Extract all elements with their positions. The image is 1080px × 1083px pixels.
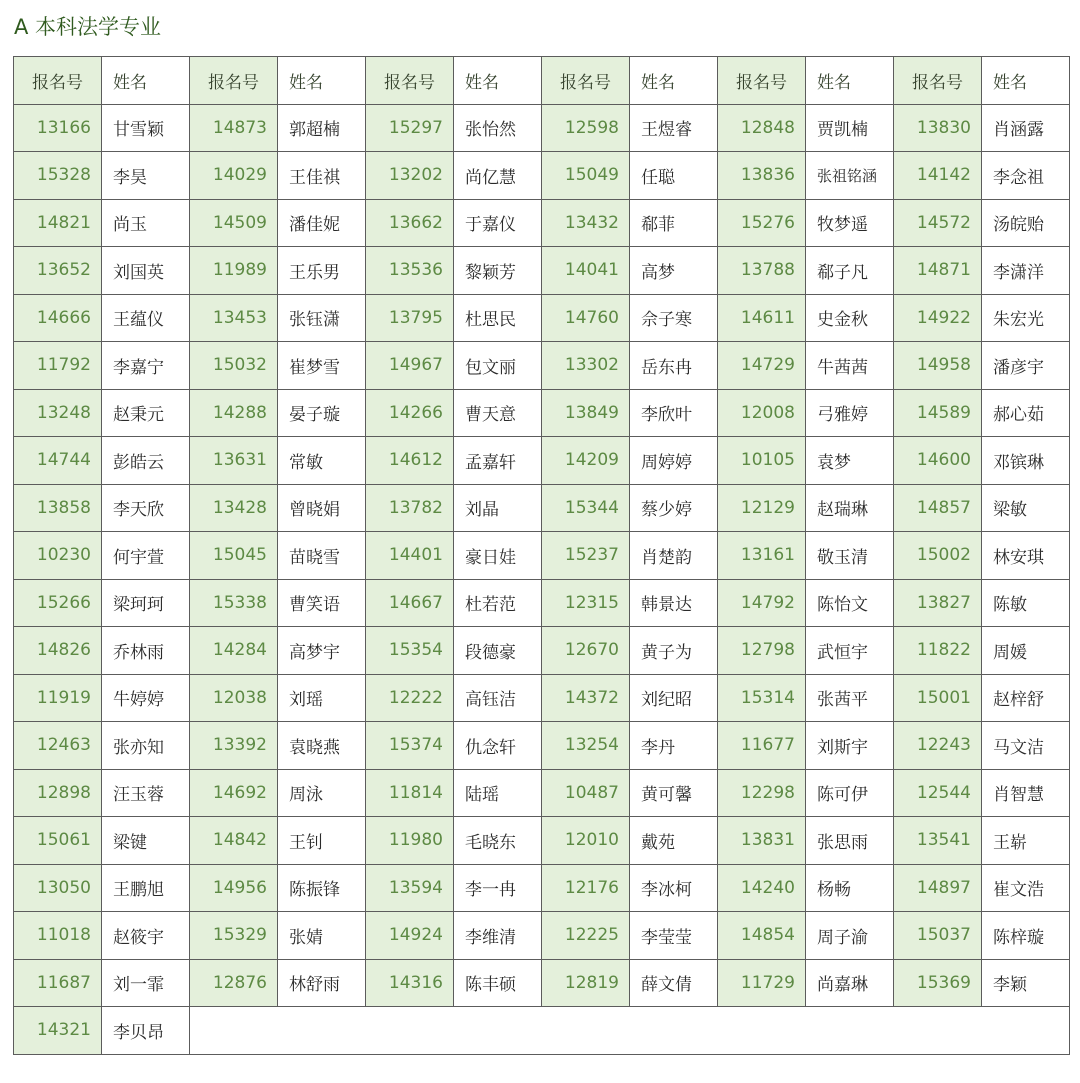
- student-name-cell: 任聪: [630, 152, 718, 200]
- page-title: A 本科法学专业: [14, 15, 162, 39]
- registration-number-cell: 14873: [190, 104, 278, 152]
- registration-number-cell: 12848: [718, 104, 806, 152]
- student-name-cell: 王崭: [982, 817, 1070, 865]
- registration-number-cell: 15002: [894, 532, 982, 580]
- student-name-cell: 甘雪颖: [102, 104, 190, 152]
- student-name-cell: 赵梓舒: [982, 674, 1070, 722]
- registration-number-cell: 15344: [542, 484, 630, 532]
- registration-number-cell: 10230: [14, 532, 102, 580]
- registration-number-cell: 13830: [894, 104, 982, 152]
- registration-number-cell: 14600: [894, 437, 982, 485]
- student-name-cell: 李丹: [630, 722, 718, 770]
- header-registration-number: 报名号: [190, 57, 278, 105]
- student-name-cell: 尚嘉琳: [806, 959, 894, 1007]
- student-name-cell: 杜若范: [454, 579, 542, 627]
- registration-number-cell: 12819: [542, 959, 630, 1007]
- student-name-cell: 刘斯宇: [806, 722, 894, 770]
- table-row: [14, 342, 1070, 390]
- student-name-cell: 陈可伊: [806, 769, 894, 817]
- student-name-cell: 周子渝: [806, 912, 894, 960]
- student-name-cell: 陈梓璇: [982, 912, 1070, 960]
- registration-number-cell: 11677: [718, 722, 806, 770]
- student-name-cell: 戴苑: [630, 817, 718, 865]
- registration-number-cell: 13453: [190, 294, 278, 342]
- student-name-cell: 周媛: [982, 627, 1070, 675]
- student-name-cell: 邓镔琳: [982, 437, 1070, 485]
- table-row: [14, 389, 1070, 437]
- student-name-cell: 杜思民: [454, 294, 542, 342]
- registration-number-cell: 15001: [894, 674, 982, 722]
- student-name-cell: 牧梦遥: [806, 199, 894, 247]
- registration-number-cell: 13858: [14, 484, 102, 532]
- registration-number-cell: 11989: [190, 247, 278, 295]
- student-name-cell: 段德豪: [454, 627, 542, 675]
- registration-number-cell: 13795: [366, 294, 454, 342]
- registration-number-cell: 13849: [542, 389, 630, 437]
- student-name-cell: 林舒雨: [278, 959, 366, 1007]
- registration-number-cell: 10105: [718, 437, 806, 485]
- registration-number-cell: 13652: [14, 247, 102, 295]
- registration-number-cell: 14729: [718, 342, 806, 390]
- registration-number-cell: 11822: [894, 627, 982, 675]
- registration-number-cell: 12010: [542, 817, 630, 865]
- registration-number-cell: 14924: [366, 912, 454, 960]
- student-name-cell: 何宇萱: [102, 532, 190, 580]
- header-registration-number: 报名号: [718, 57, 806, 105]
- student-name-cell: 尚玉: [102, 199, 190, 247]
- table-header-row: [14, 57, 1070, 105]
- registration-number-cell: 14857: [894, 484, 982, 532]
- registration-number-cell: 13782: [366, 484, 454, 532]
- registration-number-cell: 14284: [190, 627, 278, 675]
- student-name-cell: 赵秉元: [102, 389, 190, 437]
- student-name-cell: 黎颖芳: [454, 247, 542, 295]
- table-row: [14, 247, 1070, 295]
- registration-number-cell: 14612: [366, 437, 454, 485]
- registration-number-cell: 14922: [894, 294, 982, 342]
- table-row: [14, 674, 1070, 722]
- student-name-cell: 乔林雨: [102, 627, 190, 675]
- table-row: [14, 864, 1070, 912]
- registration-number-cell: 14821: [14, 199, 102, 247]
- registration-number-cell: 14826: [14, 627, 102, 675]
- registration-number-cell: 15338: [190, 579, 278, 627]
- registration-number-cell: 15045: [190, 532, 278, 580]
- student-name-cell: 黄子为: [630, 627, 718, 675]
- student-name-cell: 王钊: [278, 817, 366, 865]
- student-name-cell: 毛晓东: [454, 817, 542, 865]
- registration-number-cell: 15237: [542, 532, 630, 580]
- registration-number-cell: 13254: [542, 722, 630, 770]
- table-row: [14, 817, 1070, 865]
- registration-number-cell: 15374: [366, 722, 454, 770]
- registration-number-cell: 13432: [542, 199, 630, 247]
- student-name-cell: 韩景达: [630, 579, 718, 627]
- student-name-cell: 李昊: [102, 152, 190, 200]
- table-row: [14, 104, 1070, 152]
- registration-number-cell: 14509: [190, 199, 278, 247]
- student-name-cell: 陆瑶: [454, 769, 542, 817]
- student-name-cell: 高梦: [630, 247, 718, 295]
- registration-number-cell: 14692: [190, 769, 278, 817]
- registration-number-cell: 15276: [718, 199, 806, 247]
- student-name-cell: 李一冉: [454, 864, 542, 912]
- empty-cell: [190, 1007, 1070, 1055]
- registration-number-cell: 11018: [14, 912, 102, 960]
- student-name-cell: 黄可馨: [630, 769, 718, 817]
- registration-number-cell: 12298: [718, 769, 806, 817]
- registration-number-cell: 14792: [718, 579, 806, 627]
- student-name-cell: 王佳祺: [278, 152, 366, 200]
- header-name: 姓名: [102, 57, 190, 105]
- registration-number-cell: 15369: [894, 959, 982, 1007]
- header-registration-number: 报名号: [542, 57, 630, 105]
- student-name-cell: 李冰柯: [630, 864, 718, 912]
- student-name-cell: 张怡然: [454, 104, 542, 152]
- registration-number-cell: 11687: [14, 959, 102, 1007]
- student-name-cell: 李贝昂: [102, 1007, 190, 1055]
- registration-number-cell: 14589: [894, 389, 982, 437]
- registration-number-cell: 11814: [366, 769, 454, 817]
- registration-number-cell: 12798: [718, 627, 806, 675]
- registration-number-cell: 14666: [14, 294, 102, 342]
- student-name-cell: 梁敏: [982, 484, 1070, 532]
- student-name-cell: 李嘉宁: [102, 342, 190, 390]
- registration-number-cell: 13428: [190, 484, 278, 532]
- registration-number-cell: 15061: [14, 817, 102, 865]
- registration-number-cell: 13541: [894, 817, 982, 865]
- registration-number-cell: 13202: [366, 152, 454, 200]
- student-name-cell: 张祖铭涵: [806, 152, 894, 200]
- registration-number-cell: 14871: [894, 247, 982, 295]
- student-name-cell: 李欣叶: [630, 389, 718, 437]
- registration-number-cell: 12898: [14, 769, 102, 817]
- registration-number-cell: 12038: [190, 674, 278, 722]
- registration-number-cell: 15354: [366, 627, 454, 675]
- table-row: [14, 199, 1070, 247]
- student-name-cell: 肖智慧: [982, 769, 1070, 817]
- student-name-cell: 曹天意: [454, 389, 542, 437]
- registration-number-cell: 12463: [14, 722, 102, 770]
- student-name-cell: 薛文倩: [630, 959, 718, 1007]
- student-name-cell: 崔梦雪: [278, 342, 366, 390]
- student-name-cell: 岳东冉: [630, 342, 718, 390]
- student-name-cell: 周婷婷: [630, 437, 718, 485]
- student-name-cell: 彭皓云: [102, 437, 190, 485]
- student-name-cell: 佘子寒: [630, 294, 718, 342]
- student-name-cell: 贾凯楠: [806, 104, 894, 152]
- student-name-cell: 李颖: [982, 959, 1070, 1007]
- table-row: [14, 1007, 1070, 1055]
- header-name: 姓名: [806, 57, 894, 105]
- registration-number-cell: 12598: [542, 104, 630, 152]
- student-name-cell: 孟嘉轩: [454, 437, 542, 485]
- student-name-cell: 包文丽: [454, 342, 542, 390]
- student-name-cell: 李维清: [454, 912, 542, 960]
- registration-number-cell: 15329: [190, 912, 278, 960]
- registration-number-cell: 14029: [190, 152, 278, 200]
- student-name-cell: 王鹏旭: [102, 864, 190, 912]
- table-row: [14, 722, 1070, 770]
- table-body: [14, 104, 1070, 1054]
- registration-number-cell: 13594: [366, 864, 454, 912]
- student-name-cell: 王蕴仪: [102, 294, 190, 342]
- student-name-cell: 晏子璇: [278, 389, 366, 437]
- registration-number-cell: 12876: [190, 959, 278, 1007]
- header-name: 姓名: [982, 57, 1070, 105]
- header-name: 姓名: [454, 57, 542, 105]
- student-name-cell: 潘佳妮: [278, 199, 366, 247]
- registration-number-cell: 14041: [542, 247, 630, 295]
- table-row: [14, 294, 1070, 342]
- student-name-cell: 李莹莹: [630, 912, 718, 960]
- registration-number-cell: 12129: [718, 484, 806, 532]
- student-name-cell: 牛婷婷: [102, 674, 190, 722]
- student-name-cell: 周泳: [278, 769, 366, 817]
- student-name-cell: 袁晓燕: [278, 722, 366, 770]
- table-row: [14, 152, 1070, 200]
- student-name-cell: 张钰潇: [278, 294, 366, 342]
- header-name: 姓名: [278, 57, 366, 105]
- student-name-cell: 牛茜茜: [806, 342, 894, 390]
- registration-number-cell: 15032: [190, 342, 278, 390]
- registration-number-cell: 14760: [542, 294, 630, 342]
- registration-number-cell: 14240: [718, 864, 806, 912]
- header-name: 姓名: [630, 57, 718, 105]
- student-name-cell: 豪日娃: [454, 532, 542, 580]
- student-name-cell: 史金秋: [806, 294, 894, 342]
- student-name-cell: 高梦宇: [278, 627, 366, 675]
- student-name-cell: 汤皖贻: [982, 199, 1070, 247]
- student-name-cell: 仇念轩: [454, 722, 542, 770]
- student-name-cell: 杨畅: [806, 864, 894, 912]
- student-name-cell: 李潇洋: [982, 247, 1070, 295]
- student-name-cell: 王乐男: [278, 247, 366, 295]
- student-name-cell: 刘一霏: [102, 959, 190, 1007]
- registration-number-cell: 11919: [14, 674, 102, 722]
- registration-number-cell: 15037: [894, 912, 982, 960]
- student-name-cell: 曾晓娟: [278, 484, 366, 532]
- registration-number-cell: 13631: [190, 437, 278, 485]
- student-name-cell: 汪玉蓉: [102, 769, 190, 817]
- student-name-cell: 郗菲: [630, 199, 718, 247]
- student-name-cell: 马文洁: [982, 722, 1070, 770]
- student-name-cell: 郝心茹: [982, 389, 1070, 437]
- registration-number-cell: 12225: [542, 912, 630, 960]
- student-name-cell: 袁梦: [806, 437, 894, 485]
- registration-number-cell: 10487: [542, 769, 630, 817]
- registration-number-cell: 14956: [190, 864, 278, 912]
- student-name-cell: 李天欣: [102, 484, 190, 532]
- header-registration-number: 报名号: [366, 57, 454, 105]
- registration-number-cell: 14266: [366, 389, 454, 437]
- student-name-cell: 曹笑语: [278, 579, 366, 627]
- table-row: [14, 579, 1070, 627]
- table-row: [14, 769, 1070, 817]
- registration-number-cell: 12008: [718, 389, 806, 437]
- table-row: [14, 484, 1070, 532]
- student-name-cell: 刘瑶: [278, 674, 366, 722]
- registration-number-cell: 13161: [718, 532, 806, 580]
- registration-number-cell: 15266: [14, 579, 102, 627]
- registration-number-cell: 12222: [366, 674, 454, 722]
- table-row: [14, 532, 1070, 580]
- registration-number-cell: 14958: [894, 342, 982, 390]
- table-row: [14, 912, 1070, 960]
- registration-number-cell: 14321: [14, 1007, 102, 1055]
- registration-number-cell: 13662: [366, 199, 454, 247]
- student-name-cell: 肖楚韵: [630, 532, 718, 580]
- registration-number-cell: 14288: [190, 389, 278, 437]
- registration-number-cell: 13248: [14, 389, 102, 437]
- registration-number-cell: 14667: [366, 579, 454, 627]
- student-name-cell: 武恒宇: [806, 627, 894, 675]
- student-name-cell: 尚亿慧: [454, 152, 542, 200]
- student-name-cell: 陈振锋: [278, 864, 366, 912]
- header-registration-number: 报名号: [894, 57, 982, 105]
- registration-number-cell: 13050: [14, 864, 102, 912]
- table-row: [14, 437, 1070, 485]
- registration-number-cell: 14967: [366, 342, 454, 390]
- student-name-cell: 陈敏: [982, 579, 1070, 627]
- student-name-cell: 林安琪: [982, 532, 1070, 580]
- student-name-cell: 张思雨: [806, 817, 894, 865]
- table-row: [14, 959, 1070, 1007]
- registration-number-cell: 15297: [366, 104, 454, 152]
- student-name-cell: 郭超楠: [278, 104, 366, 152]
- registration-number-cell: 14209: [542, 437, 630, 485]
- registration-number-cell: 12315: [542, 579, 630, 627]
- admission-table: [13, 56, 1070, 1055]
- student-name-cell: 张婧: [278, 912, 366, 960]
- registration-number-cell: 13827: [894, 579, 982, 627]
- student-name-cell: 潘彦宇: [982, 342, 1070, 390]
- table-row: [14, 627, 1070, 675]
- registration-number-cell: 14401: [366, 532, 454, 580]
- student-name-cell: 崔文浩: [982, 864, 1070, 912]
- registration-number-cell: 12176: [542, 864, 630, 912]
- student-name-cell: 陈丰硕: [454, 959, 542, 1007]
- registration-number-cell: 15314: [718, 674, 806, 722]
- student-name-cell: 于嘉仪: [454, 199, 542, 247]
- student-name-cell: 张茜平: [806, 674, 894, 722]
- student-name-cell: 陈怡文: [806, 579, 894, 627]
- registration-number-cell: 14897: [894, 864, 982, 912]
- student-name-cell: 梁键: [102, 817, 190, 865]
- registration-number-cell: 14572: [894, 199, 982, 247]
- registration-number-cell: 13392: [190, 722, 278, 770]
- student-name-cell: 朱宏光: [982, 294, 1070, 342]
- student-name-cell: 郗子凡: [806, 247, 894, 295]
- registration-number-cell: 12670: [542, 627, 630, 675]
- student-name-cell: 赵瑞琳: [806, 484, 894, 532]
- registration-number-cell: 15328: [14, 152, 102, 200]
- registration-number-cell: 15049: [542, 152, 630, 200]
- header-registration-number: 报名号: [14, 57, 102, 105]
- registration-number-cell: 14744: [14, 437, 102, 485]
- registration-number-cell: 13536: [366, 247, 454, 295]
- student-name-cell: 刘国英: [102, 247, 190, 295]
- student-name-cell: 蔡少婷: [630, 484, 718, 532]
- registration-number-cell: 13788: [718, 247, 806, 295]
- student-name-cell: 肖涵露: [982, 104, 1070, 152]
- student-name-cell: 赵筱宇: [102, 912, 190, 960]
- registration-number-cell: 14142: [894, 152, 982, 200]
- student-name-cell: 王煜睿: [630, 104, 718, 152]
- registration-number-cell: 12243: [894, 722, 982, 770]
- registration-number-cell: 14842: [190, 817, 278, 865]
- student-name-cell: 敬玉清: [806, 532, 894, 580]
- student-name-cell: 张亦知: [102, 722, 190, 770]
- registration-number-cell: 12544: [894, 769, 982, 817]
- student-name-cell: 刘纪昭: [630, 674, 718, 722]
- registration-number-cell: 14611: [718, 294, 806, 342]
- student-name-cell: 李念祖: [982, 152, 1070, 200]
- registration-number-cell: 13836: [718, 152, 806, 200]
- student-name-cell: 苗晓雪: [278, 532, 366, 580]
- student-name-cell: 刘晶: [454, 484, 542, 532]
- registration-number-cell: 13166: [14, 104, 102, 152]
- registration-number-cell: 14854: [718, 912, 806, 960]
- registration-number-cell: 11792: [14, 342, 102, 390]
- registration-number-cell: 14316: [366, 959, 454, 1007]
- registration-number-cell: 13831: [718, 817, 806, 865]
- registration-number-cell: 14372: [542, 674, 630, 722]
- registration-number-cell: 11729: [718, 959, 806, 1007]
- registration-number-cell: 11980: [366, 817, 454, 865]
- registration-number-cell: 13302: [542, 342, 630, 390]
- student-name-cell: 高钰洁: [454, 674, 542, 722]
- student-name-cell: 常敏: [278, 437, 366, 485]
- student-name-cell: 弓雅婷: [806, 389, 894, 437]
- student-name-cell: 梁珂珂: [102, 579, 190, 627]
